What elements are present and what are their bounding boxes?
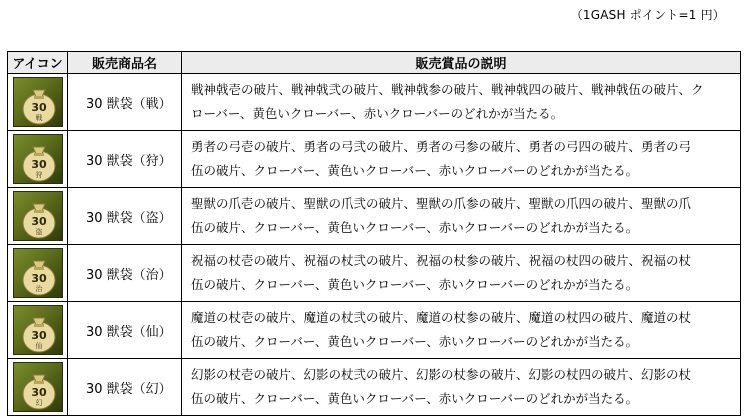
description-line-1: 聖獣の爪壱の破片、聖獣の爪弐の破片、聖獣の爪参の破片、聖獣の爪四の破片、聖獣の爪: [191, 196, 692, 211]
product-description: [182, 188, 741, 245]
money-bag-icon: [13, 191, 63, 241]
product-name: 30 獣袋（仙）: [68, 302, 182, 359]
product-description: [182, 359, 741, 416]
money-bag-icon: [13, 134, 63, 184]
table-row: [8, 131, 741, 188]
header-description: 販売賞品の説明: [182, 52, 741, 74]
svg-text:30: 30: [30, 101, 47, 114]
description-line-1: 魔道の杖壱の破片、魔道の杖弐の破片、魔道の杖参の破片、魔道の杖四の破片、魔道の杖: [191, 310, 692, 325]
table-row: [8, 245, 741, 302]
table-row: [8, 359, 741, 416]
money-bag-icon: [13, 77, 63, 127]
table-header-row: [8, 52, 741, 74]
product-name: 30 獣袋（幻）: [68, 359, 182, 416]
table-row: [8, 74, 741, 131]
price-note: （1GASH ポイント=1 円）: [570, 8, 725, 22]
product-description: [182, 245, 741, 302]
product-name: 30 獣袋（戦）: [68, 74, 182, 131]
description-line-2: 伍の破片、クローバー、黄色いクローバー、赤いクローバーのどれかが当たる。: [191, 220, 639, 235]
product-description: [182, 302, 741, 359]
description-line-1: 戦神戟壱の破片、戦神戟弐の破片、戦神戟参の破片、戦神戟四の破片、戦神戟伍の破片、ク: [191, 82, 704, 97]
svg-text:30: 30: [30, 272, 47, 285]
icon-kanji: 幻: [35, 399, 42, 407]
money-bag-icon: [13, 248, 63, 298]
svg-text:30: 30: [30, 329, 47, 342]
description-line-1: 幻影の杖壱の破片、幻影の杖弐の破片、幻影の杖参の破片、幻影の杖四の破片、幻影の杖: [191, 367, 692, 382]
money-bag-icon: [13, 362, 63, 412]
icon-kanji: 戦: [35, 114, 42, 122]
table-row: [8, 188, 741, 245]
header-icon: アイコン: [8, 52, 68, 74]
description-line-2: 伍の破片、クローバー、黄色いクローバー、赤いクローバーのどれかが当たる。: [191, 391, 639, 406]
description-line-2: ローバー、黄色いクローバー、赤いクローバーのどれかが当たる。: [191, 106, 564, 121]
product-name: 30 獣袋（治）: [68, 245, 182, 302]
icon-kanji: 盗: [35, 228, 42, 236]
header-name: 販売商品名: [68, 52, 182, 74]
description-line-2: 伍の破片、クローバー、黄色いクローバー、赤いクローバーのどれかが当たる。: [191, 163, 639, 178]
icon-kanji: 治: [35, 285, 42, 293]
description-line-1: 祝福の杖壱の破片、祝福の杖弐の破片、祝福の杖参の破片、祝福の杖四の破片、祝福の杖: [191, 253, 692, 268]
product-description: [182, 131, 741, 188]
svg-text:30: 30: [30, 215, 47, 228]
product-name: 30 獣袋（狩）: [68, 131, 182, 188]
product-table: [7, 51, 741, 416]
icon-kanji: 狩: [35, 171, 42, 179]
icon-kanji: 仙: [35, 342, 42, 350]
description-line-2: 伍の破片、クローバー、黄色いクローバー、赤いクローバーのどれかが当たる。: [191, 277, 639, 292]
svg-text:30: 30: [30, 386, 47, 399]
svg-text:30: 30: [30, 158, 47, 171]
product-name: 30 獣袋（盗）: [68, 188, 182, 245]
money-bag-icon: [13, 305, 63, 355]
table-row: [8, 302, 741, 359]
description-line-1: 勇者の弓壱の破片、勇者の弓弐の破片、勇者の弓参の破片、勇者の弓四の破片、勇者の弓: [191, 139, 692, 154]
description-line-2: 伍の破片、クローバー、黄色いクローバー、赤いクローバーのどれかが当たる。: [191, 334, 639, 349]
product-description: [182, 74, 741, 131]
